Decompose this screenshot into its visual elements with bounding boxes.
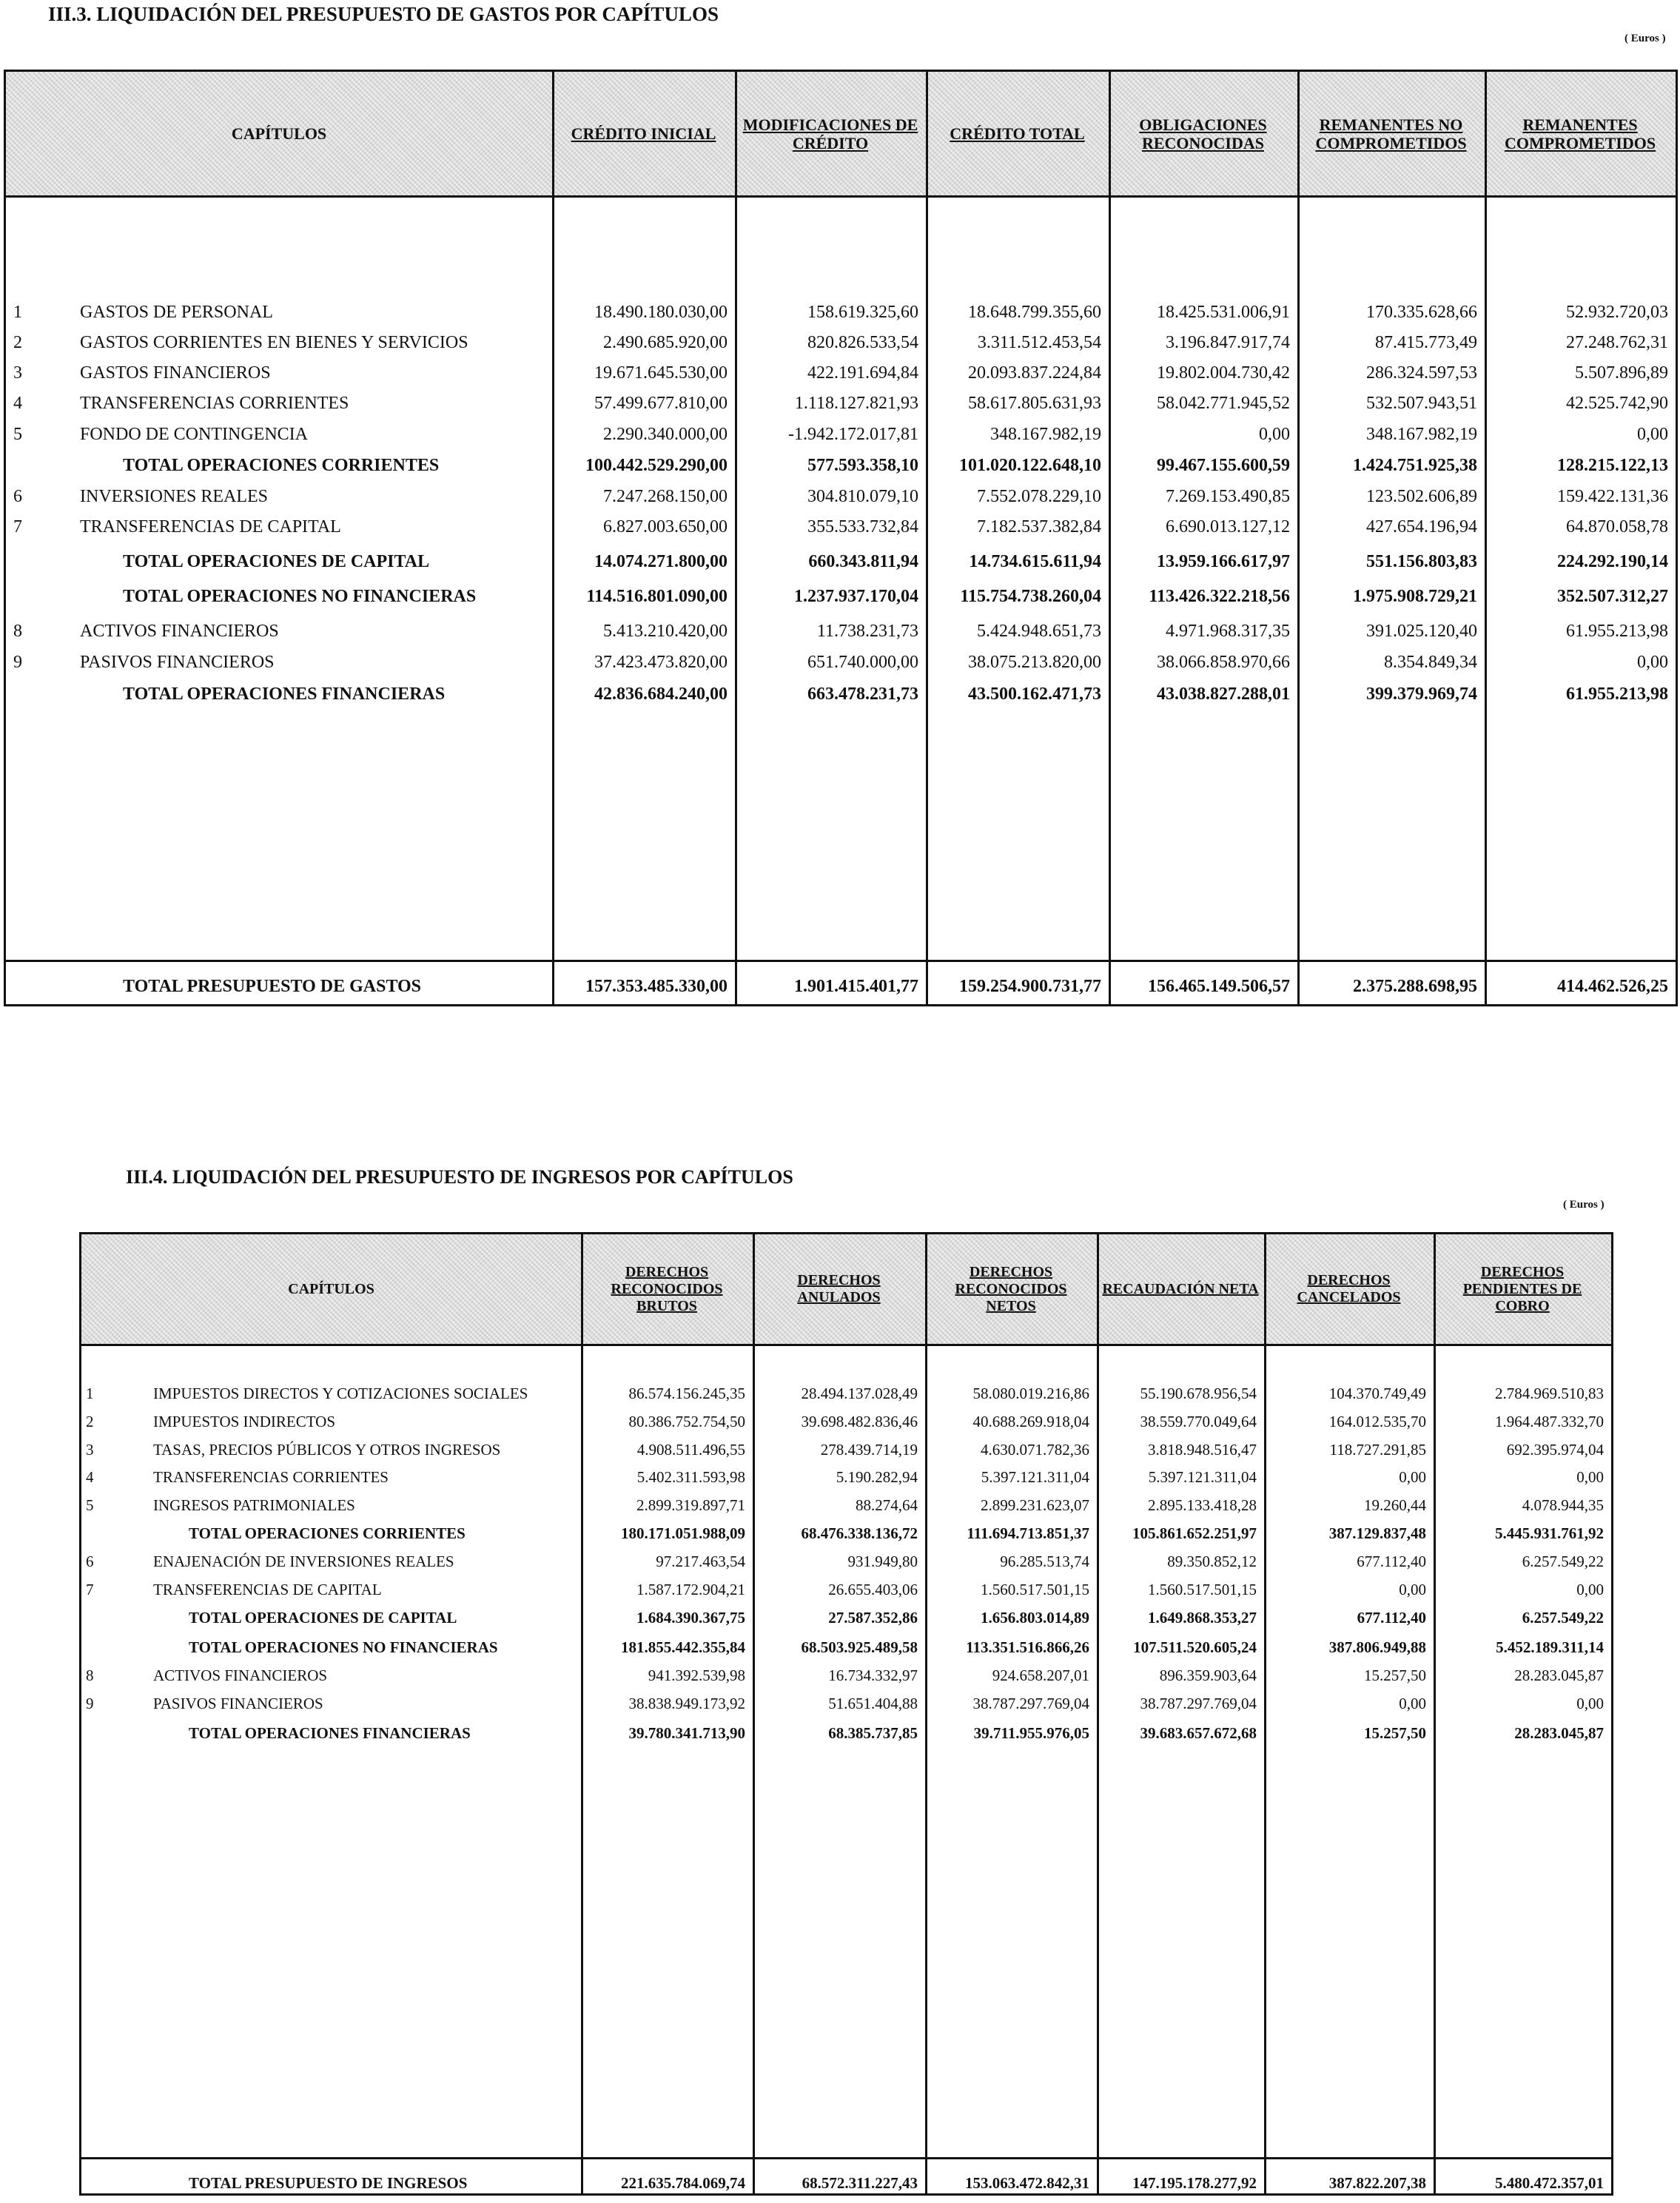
amount-cell: 3.196.847.917,74 [1166, 333, 1290, 352]
amount-cell: 159.422.131,36 [1557, 487, 1668, 506]
column-divider [1485, 72, 1487, 1004]
table-row [6, 621, 1676, 642]
amount-cell: 0,00 [1576, 1581, 1604, 1598]
amount-cell: 5.402.311.593,98 [636, 1468, 745, 1486]
amount-cell: 27.587.352,86 [828, 1609, 918, 1627]
amount-cell: 16.734.332,97 [828, 1666, 918, 1684]
chapter-number: 1 [13, 303, 22, 322]
chapter-number: 3 [13, 363, 22, 383]
income-table [79, 1232, 1613, 2196]
amount-cell: 40.688.269.918,04 [972, 1413, 1089, 1430]
amount-cell: 86.574.156.245,35 [628, 1385, 745, 1402]
amount-cell: 43.038.827.288,01 [1157, 685, 1290, 704]
amount-cell: 387.822.207,38 [1328, 2174, 1426, 2192]
amount-cell: 0,00 [1399, 1695, 1426, 1712]
chapter-label: TOTAL OPERACIONES CORRIENTES [189, 1524, 466, 1542]
amount-cell: 3.818.948.516,47 [1148, 1441, 1257, 1459]
chapter-label: TOTAL OPERACIONES FINANCIERAS [123, 685, 446, 704]
amount-cell: 105.861.652.251,97 [1132, 1524, 1257, 1542]
expenses-unit: ( Euros ) [1624, 33, 1666, 44]
column-divider [926, 72, 928, 1004]
table-row [81, 1552, 1611, 1571]
table-row [81, 1524, 1611, 1543]
amount-cell: 38.559.770.049,64 [1140, 1413, 1257, 1430]
amount-cell: 0,00 [1637, 425, 1668, 444]
amount-cell: 11.738.231,73 [816, 622, 918, 641]
table-row [6, 332, 1676, 353]
chapter-number: 5 [86, 1496, 94, 1514]
amount-cell: 5.507.896,89 [1575, 363, 1668, 383]
column-header [925, 1234, 1097, 1344]
amount-cell: 4.630.071.782,36 [981, 1441, 1089, 1459]
column-header-label: CRÉDITO TOTAL [950, 124, 1085, 143]
chapter-label: IMPUESTOS DIRECTOS Y COTIZACIONES SOCIALES [153, 1385, 528, 1402]
table-row [81, 1580, 1611, 1599]
amount-cell: 68.572.311.227,43 [802, 2174, 918, 2192]
amount-cell: 39.780.341.713,90 [628, 1724, 745, 1742]
chapter-number: 8 [86, 1666, 94, 1684]
amount-cell: 101.020.122.648,10 [959, 456, 1101, 475]
total-divider [6, 960, 1676, 962]
amount-cell: 7.269.153.490,85 [1166, 487, 1290, 506]
expenses-title: III.3. LIQUIDACIÓN DEL PRESUPUESTO DE GASTOS POR CAPÍTULOS [48, 3, 719, 25]
table-row [6, 517, 1676, 537]
chapter-number: 8 [13, 622, 22, 641]
column-divider [925, 1234, 927, 2193]
amount-cell: 147.195.178.277,92 [1132, 2174, 1257, 2192]
column-header [581, 1234, 753, 1344]
amount-cell: 931.949,80 [847, 1553, 918, 1570]
column-header-label: DERECHOS ANULADOS [797, 1272, 881, 1305]
table-row [6, 652, 1676, 673]
amount-cell: 38.066.858.970,66 [1157, 653, 1290, 672]
amount-cell: 55.190.678.956,54 [1140, 1385, 1257, 1402]
column-header-label: MODIFICACIONES DE CRÉDITO [742, 115, 918, 152]
chapter-number: 6 [86, 1553, 94, 1570]
column-divider [1297, 72, 1300, 1004]
column-header-label: DERECHOS PENDIENTES DE COBRO [1462, 1263, 1582, 1314]
table-row [81, 1384, 1611, 1403]
amount-cell: 1.560.517.501,15 [1148, 1581, 1257, 1598]
table-row [81, 1412, 1611, 1431]
column-divider [735, 72, 737, 1004]
amount-cell: 58.617.805.631,93 [968, 394, 1101, 413]
amount-cell: 158.619.325,60 [807, 303, 918, 322]
amount-cell: 2.490.685.920,00 [603, 333, 728, 352]
table-row [81, 1723, 1611, 1743]
amount-cell: 8.354.849,34 [1384, 653, 1477, 672]
amount-cell: 180.171.051.988,09 [621, 1524, 745, 1542]
column-header-label: REMANENTES COMPROMETIDOS [1504, 115, 1656, 152]
table-row [6, 455, 1676, 476]
amount-cell: 157.353.485.330,00 [585, 977, 728, 996]
amount-cell: 27.248.762,31 [1566, 333, 1668, 352]
amount-cell: 1.901.415.401,77 [794, 977, 918, 996]
amount-cell: 7.182.537.382,84 [977, 517, 1101, 537]
amount-cell: 15.257,50 [1364, 1724, 1426, 1742]
column-divider [581, 1234, 583, 2193]
chapter-label: GASTOS DE PERSONAL [80, 303, 273, 322]
amount-cell: 6.827.003.650,00 [603, 517, 728, 537]
amount-cell: 19.802.004.730,42 [1157, 363, 1290, 383]
table-row [6, 684, 1676, 704]
amount-cell: 3.311.512.453,54 [977, 333, 1101, 352]
column-divider [1434, 1234, 1436, 2193]
column-header-label: RECAUDACIÓN NETA [1102, 1280, 1259, 1297]
chapter-label: IMPUESTOS INDIRECTOS [153, 1413, 336, 1430]
chapter-label: TOTAL OPERACIONES CORRIENTES [123, 456, 440, 475]
amount-cell: 159.254.900.731,77 [959, 977, 1101, 996]
amount-cell: 18.490.180.030,00 [594, 303, 728, 322]
amount-cell: 286.324.597,53 [1366, 363, 1477, 383]
chapter-label: TOTAL OPERACIONES NO FINANCIERAS [189, 1638, 498, 1656]
chapter-number: 1 [86, 1385, 94, 1402]
amount-cell: 58.042.771.945,52 [1157, 394, 1290, 413]
column-header [1109, 72, 1297, 195]
column-header [753, 1234, 925, 1344]
amount-cell: 651.740.000,00 [807, 653, 918, 672]
chapter-label: INGRESOS PATRIMONIALES [153, 1496, 355, 1514]
amount-cell: 100.442.529.290,00 [585, 456, 728, 475]
amount-cell: 20.093.837.224,84 [968, 363, 1101, 383]
amount-cell: 2.899.231.623,07 [981, 1496, 1089, 1514]
column-divider [1097, 1234, 1099, 2193]
column-divider [1109, 72, 1111, 1004]
chapter-label: PASIVOS FINANCIEROS [153, 1695, 323, 1712]
expenses-header-band [6, 72, 1676, 198]
amount-cell: 58.080.019.216,86 [972, 1385, 1089, 1402]
column-header [1097, 1234, 1264, 1344]
expenses-table [4, 70, 1678, 1006]
amount-cell: 123.502.606,89 [1366, 487, 1477, 506]
amount-cell: 104.370.749,49 [1328, 1385, 1426, 1402]
chapter-label: ENAJENACIÓN DE INVERSIONES REALES [153, 1553, 454, 1570]
table-row [6, 486, 1676, 507]
chapter-label: TASAS, PRECIOS PÚBLICOS Y OTROS INGRESOS [153, 1441, 501, 1459]
amount-cell: 113.351.516.866,26 [966, 1638, 1089, 1656]
amount-cell: 224.292.190,14 [1557, 552, 1668, 571]
chapter-number: 3 [86, 1441, 94, 1459]
amount-cell: 0,00 [1259, 425, 1290, 444]
amount-cell: 156.465.149.506,57 [1148, 977, 1290, 996]
amount-cell: 551.156.803,83 [1366, 552, 1477, 571]
amount-cell: 4.078.944,35 [1522, 1496, 1604, 1514]
income-header-band [81, 1234, 1611, 1346]
column-header [1434, 1234, 1611, 1344]
amount-cell: 1.118.127.821,93 [794, 394, 918, 413]
amount-cell: 38.075.213.820,00 [968, 653, 1101, 672]
amount-cell: 387.806.949,88 [1328, 1638, 1426, 1656]
amount-cell: 4.971.968.317,35 [1166, 622, 1290, 641]
amount-cell: 6.257.549,22 [1522, 1609, 1604, 1627]
column-header-label: DERECHOS RECONOCIDOS BRUTOS [611, 1263, 723, 1314]
chapter-number: 7 [86, 1581, 94, 1598]
column-header [552, 72, 735, 195]
chapter-label: TRANSFERENCIAS CORRIENTES [80, 394, 349, 413]
chapter-label: TOTAL OPERACIONES DE CAPITAL [189, 1609, 457, 1627]
amount-cell: 1.684.390.367,75 [636, 1609, 745, 1627]
amount-cell: 1.649.868.353,27 [1148, 1609, 1257, 1627]
amount-cell: 89.350.852,12 [1167, 1553, 1257, 1570]
amount-cell: 28.494.137.028,49 [801, 1385, 918, 1402]
amount-cell: 941.392.539,98 [648, 1666, 745, 1684]
amount-cell: 68.385.737,85 [828, 1724, 918, 1742]
amount-cell: 68.503.925.489,58 [801, 1638, 918, 1656]
amount-cell: 692.395.974,04 [1506, 1441, 1604, 1459]
amount-cell: 128.215.122,13 [1557, 456, 1668, 475]
amount-cell: 68.476.338.136,72 [801, 1524, 918, 1542]
amount-cell: 660.343.811,94 [808, 552, 918, 571]
amount-cell: 39.698.482.836,46 [801, 1413, 918, 1430]
amount-cell: 19.671.645.530,00 [594, 363, 728, 383]
amount-cell: 87.415.773,49 [1375, 333, 1477, 352]
total-label: TOTAL PRESUPUESTO DE INGRESOS [189, 2174, 468, 2192]
amount-cell: 304.810.079,10 [807, 487, 918, 506]
amount-cell: 61.955.213,98 [1566, 622, 1668, 641]
amount-cell: 15.257,50 [1364, 1666, 1426, 1684]
chapter-label: PASIVOS FINANCIEROS [80, 653, 275, 672]
amount-cell: 5.397.121.311,04 [981, 1468, 1089, 1486]
chapter-label: TOTAL OPERACIONES DE CAPITAL [123, 552, 430, 571]
amount-cell: 80.386.752.754,50 [628, 1413, 745, 1430]
chapter-label: TOTAL OPERACIONES FINANCIERAS [189, 1724, 471, 1742]
amount-cell: 5.397.121.311,04 [1148, 1468, 1257, 1486]
column-header-label: CAPÍTULOS [288, 1280, 374, 1297]
amount-cell: 43.500.162.471,73 [968, 685, 1101, 704]
column-header-label: CAPÍTULOS [231, 124, 327, 143]
column-header [1297, 72, 1485, 195]
amount-cell: 355.533.732,84 [807, 517, 918, 537]
chapter-number: 5 [13, 425, 22, 444]
amount-cell: 28.283.045,87 [1514, 1724, 1604, 1742]
chapter-number: 9 [13, 653, 22, 672]
amount-cell: 348.167.982,19 [990, 425, 1101, 444]
amount-cell: 107.511.520.605,24 [1133, 1638, 1257, 1656]
amount-cell: 6.257.549,22 [1522, 1553, 1604, 1570]
amount-cell: 39.683.657.672,68 [1140, 1724, 1257, 1742]
amount-cell: 820.826.533,54 [807, 333, 918, 352]
chapter-number: 4 [13, 394, 22, 413]
amount-cell: 96.285.513,74 [1000, 1553, 1089, 1570]
column-header [735, 72, 926, 195]
chapter-label: TRANSFERENCIAS CORRIENTES [153, 1468, 389, 1486]
chapter-number: 9 [86, 1695, 94, 1712]
chapter-label: TRANSFERENCIAS DE CAPITAL [80, 517, 341, 537]
amount-cell: 391.025.120,40 [1366, 622, 1477, 641]
amount-cell: 88.274,64 [856, 1496, 918, 1514]
chapter-number: 2 [13, 333, 22, 352]
amount-cell: 7.247.268.150,00 [603, 487, 728, 506]
chapter-label: TOTAL OPERACIONES NO FINANCIERAS [123, 587, 477, 606]
amount-cell: 2.290.340.000,00 [603, 425, 728, 444]
amount-cell: 5.190.282,94 [836, 1468, 918, 1486]
amount-cell: 414.462.526,25 [1557, 977, 1668, 996]
total-label: TOTAL PRESUPUESTO DE GASTOS [123, 977, 422, 996]
table-row [6, 424, 1676, 445]
amount-cell: 2.375.288.698,95 [1353, 977, 1477, 996]
amount-cell: 0,00 [1399, 1468, 1426, 1486]
column-header-label: OBLIGACIONES RECONOCIDAS [1139, 115, 1267, 152]
chapter-label: ACTIVOS FINANCIEROS [153, 1666, 328, 1684]
amount-cell: 57.499.677.810,00 [594, 394, 728, 413]
amount-cell: 1.587.172.904,21 [636, 1581, 745, 1598]
chapter-label: GASTOS CORRIENTES EN BIENES Y SERVICIOS [80, 333, 468, 352]
amount-cell: 97.217.463,54 [656, 1553, 745, 1570]
amount-cell: 18.648.799.355,60 [968, 303, 1101, 322]
amount-cell: 52.932.720,03 [1566, 303, 1668, 322]
chapter-label: INVERSIONES REALES [80, 487, 269, 506]
amount-cell: 51.651.404,88 [828, 1695, 918, 1712]
amount-cell: 577.593.358,10 [807, 456, 918, 475]
column-header-label: DERECHOS RECONOCIDOS NETOS [955, 1263, 1067, 1314]
amount-cell: 13.959.166.617,97 [1157, 552, 1290, 571]
chapter-number: 2 [86, 1413, 94, 1430]
amount-cell: 99.467.155.600,59 [1157, 456, 1290, 475]
amount-cell: 5.413.210.420,00 [603, 622, 728, 641]
amount-cell: 153.063.472.842,31 [965, 2174, 1089, 2192]
amount-cell: 422.191.694,84 [807, 363, 918, 383]
amount-cell: 352.507.312,27 [1557, 587, 1668, 606]
amount-cell: 5.452.189.311,14 [1496, 1638, 1604, 1656]
amount-cell: 18.425.531.006,91 [1157, 303, 1290, 322]
total-row [6, 976, 1676, 997]
amount-cell: 26.655.403,06 [828, 1581, 918, 1598]
amount-cell: 38.838.949.173,92 [628, 1695, 745, 1712]
amount-cell: 38.787.297.769,04 [972, 1695, 1089, 1712]
amount-cell: 2.899.319.897,71 [636, 1496, 745, 1514]
header-capitulos [6, 72, 552, 195]
amount-cell: 677.112,40 [1357, 1553, 1426, 1570]
amount-cell: 113.426.322.218,56 [1149, 587, 1290, 606]
amount-cell: 114.516.801.090,00 [586, 587, 728, 606]
amount-cell: 115.754.738.260,04 [960, 587, 1101, 606]
amount-cell: 348.167.982,19 [1366, 425, 1477, 444]
amount-cell: 663.478.231,73 [807, 685, 918, 704]
table-row [6, 363, 1676, 383]
amount-cell: 39.711.955.976,05 [973, 1724, 1089, 1742]
column-divider [753, 1234, 755, 2193]
table-row [6, 586, 1676, 607]
chapter-label: GASTOS FINANCIEROS [80, 363, 271, 383]
income-title: III.4. LIQUIDACIÓN DEL PRESUPUESTO DE INGRESOS POR CAPÍTULOS [126, 1166, 793, 1188]
amount-cell: 164.012.535,70 [1328, 1413, 1426, 1430]
column-header [926, 72, 1109, 195]
chapter-label: TRANSFERENCIAS DE CAPITAL [153, 1581, 382, 1598]
amount-cell: 677.112,40 [1357, 1609, 1426, 1627]
amount-cell: 1.975.908.729,21 [1353, 587, 1477, 606]
header-capitulos [81, 1234, 581, 1344]
amount-cell: 5.480.472.357,01 [1495, 2174, 1604, 2192]
amount-cell: 42.836.684.240,00 [594, 685, 728, 704]
amount-cell: 1.560.517.501,15 [981, 1581, 1089, 1598]
amount-cell: 924.658.207,01 [992, 1666, 1089, 1684]
table-row [81, 1638, 1611, 1657]
amount-cell: 0,00 [1399, 1581, 1426, 1598]
amount-cell: 387.129.837,48 [1328, 1524, 1426, 1542]
amount-cell: 278.439.714,19 [820, 1441, 918, 1459]
column-header-label: DERECHOS CANCELADOS [1297, 1272, 1401, 1305]
amount-cell: 0,00 [1576, 1695, 1604, 1712]
amount-cell: 0,00 [1576, 1468, 1604, 1486]
amount-cell: 0,00 [1637, 653, 1668, 672]
amount-cell: 1.656.803.014,89 [981, 1609, 1089, 1627]
total-row [81, 2173, 1611, 2193]
column-divider [1264, 1234, 1266, 2193]
chapter-label: FONDO DE CONTINGENCIA [80, 425, 308, 444]
table-row [6, 393, 1676, 414]
chapter-number: 7 [13, 517, 22, 537]
amount-cell: 38.787.297.769,04 [1140, 1695, 1257, 1712]
chapter-number: 4 [86, 1468, 94, 1486]
amount-cell: 399.379.969,74 [1366, 685, 1477, 704]
table-row [81, 1440, 1611, 1459]
amount-cell: 2.895.133.418,28 [1148, 1496, 1257, 1514]
amount-cell: 14.734.615.611,94 [969, 552, 1101, 571]
amount-cell: 896.359.903,64 [1159, 1666, 1257, 1684]
amount-cell: 532.507.943,51 [1366, 394, 1477, 413]
amount-cell: 427.654.196,94 [1366, 517, 1477, 537]
amount-cell: 37.423.473.820,00 [594, 653, 728, 672]
amount-cell: 61.955.213,98 [1566, 685, 1668, 704]
amount-cell: 2.784.969.510,83 [1495, 1385, 1604, 1402]
amount-cell: -1.942.172.017,81 [788, 425, 918, 444]
amount-cell: 181.855.442.355,84 [621, 1638, 745, 1656]
amount-cell: 6.690.013.127,12 [1166, 517, 1290, 537]
column-divider [552, 72, 554, 1004]
column-header [1485, 72, 1676, 195]
amount-cell: 42.525.742,90 [1566, 394, 1668, 413]
amount-cell: 19.260,44 [1364, 1496, 1426, 1514]
income-unit: ( Euros ) [1563, 1199, 1605, 1211]
amount-cell: 7.552.078.229,10 [977, 487, 1101, 506]
amount-cell: 111.694.713.851,37 [967, 1524, 1089, 1542]
total-divider [81, 2157, 1611, 2159]
table-row [81, 1608, 1611, 1627]
amount-cell: 14.074.271.800,00 [594, 552, 728, 571]
table-row [6, 551, 1676, 572]
table-row [6, 302, 1676, 323]
amount-cell: 4.908.511.496,55 [636, 1441, 745, 1459]
amount-cell: 118.727.291,85 [1329, 1441, 1426, 1459]
amount-cell: 221.635.784.069,74 [621, 2174, 745, 2192]
table-row [81, 1496, 1611, 1515]
table-row [81, 1666, 1611, 1685]
amount-cell: 5.445.931.761,92 [1495, 1524, 1604, 1542]
column-header-label: REMANENTES NO COMPROMETIDOS [1315, 115, 1467, 152]
amount-cell: 1.964.487.332,70 [1495, 1413, 1604, 1430]
chapter-number: 6 [13, 487, 22, 506]
amount-cell: 5.424.948.651,73 [977, 622, 1101, 641]
amount-cell: 64.870.058,78 [1566, 517, 1668, 537]
amount-cell: 28.283.045,87 [1514, 1666, 1604, 1684]
amount-cell: 1.237.937.170,04 [794, 587, 918, 606]
table-row [81, 1694, 1611, 1713]
column-header [1264, 1234, 1434, 1344]
table-row [81, 1467, 1611, 1487]
chapter-label: ACTIVOS FINANCIEROS [80, 622, 279, 641]
column-header-label: CRÉDITO INICIAL [571, 124, 716, 143]
amount-cell: 170.335.628,66 [1366, 303, 1477, 322]
amount-cell: 1.424.751.925,38 [1353, 456, 1477, 475]
